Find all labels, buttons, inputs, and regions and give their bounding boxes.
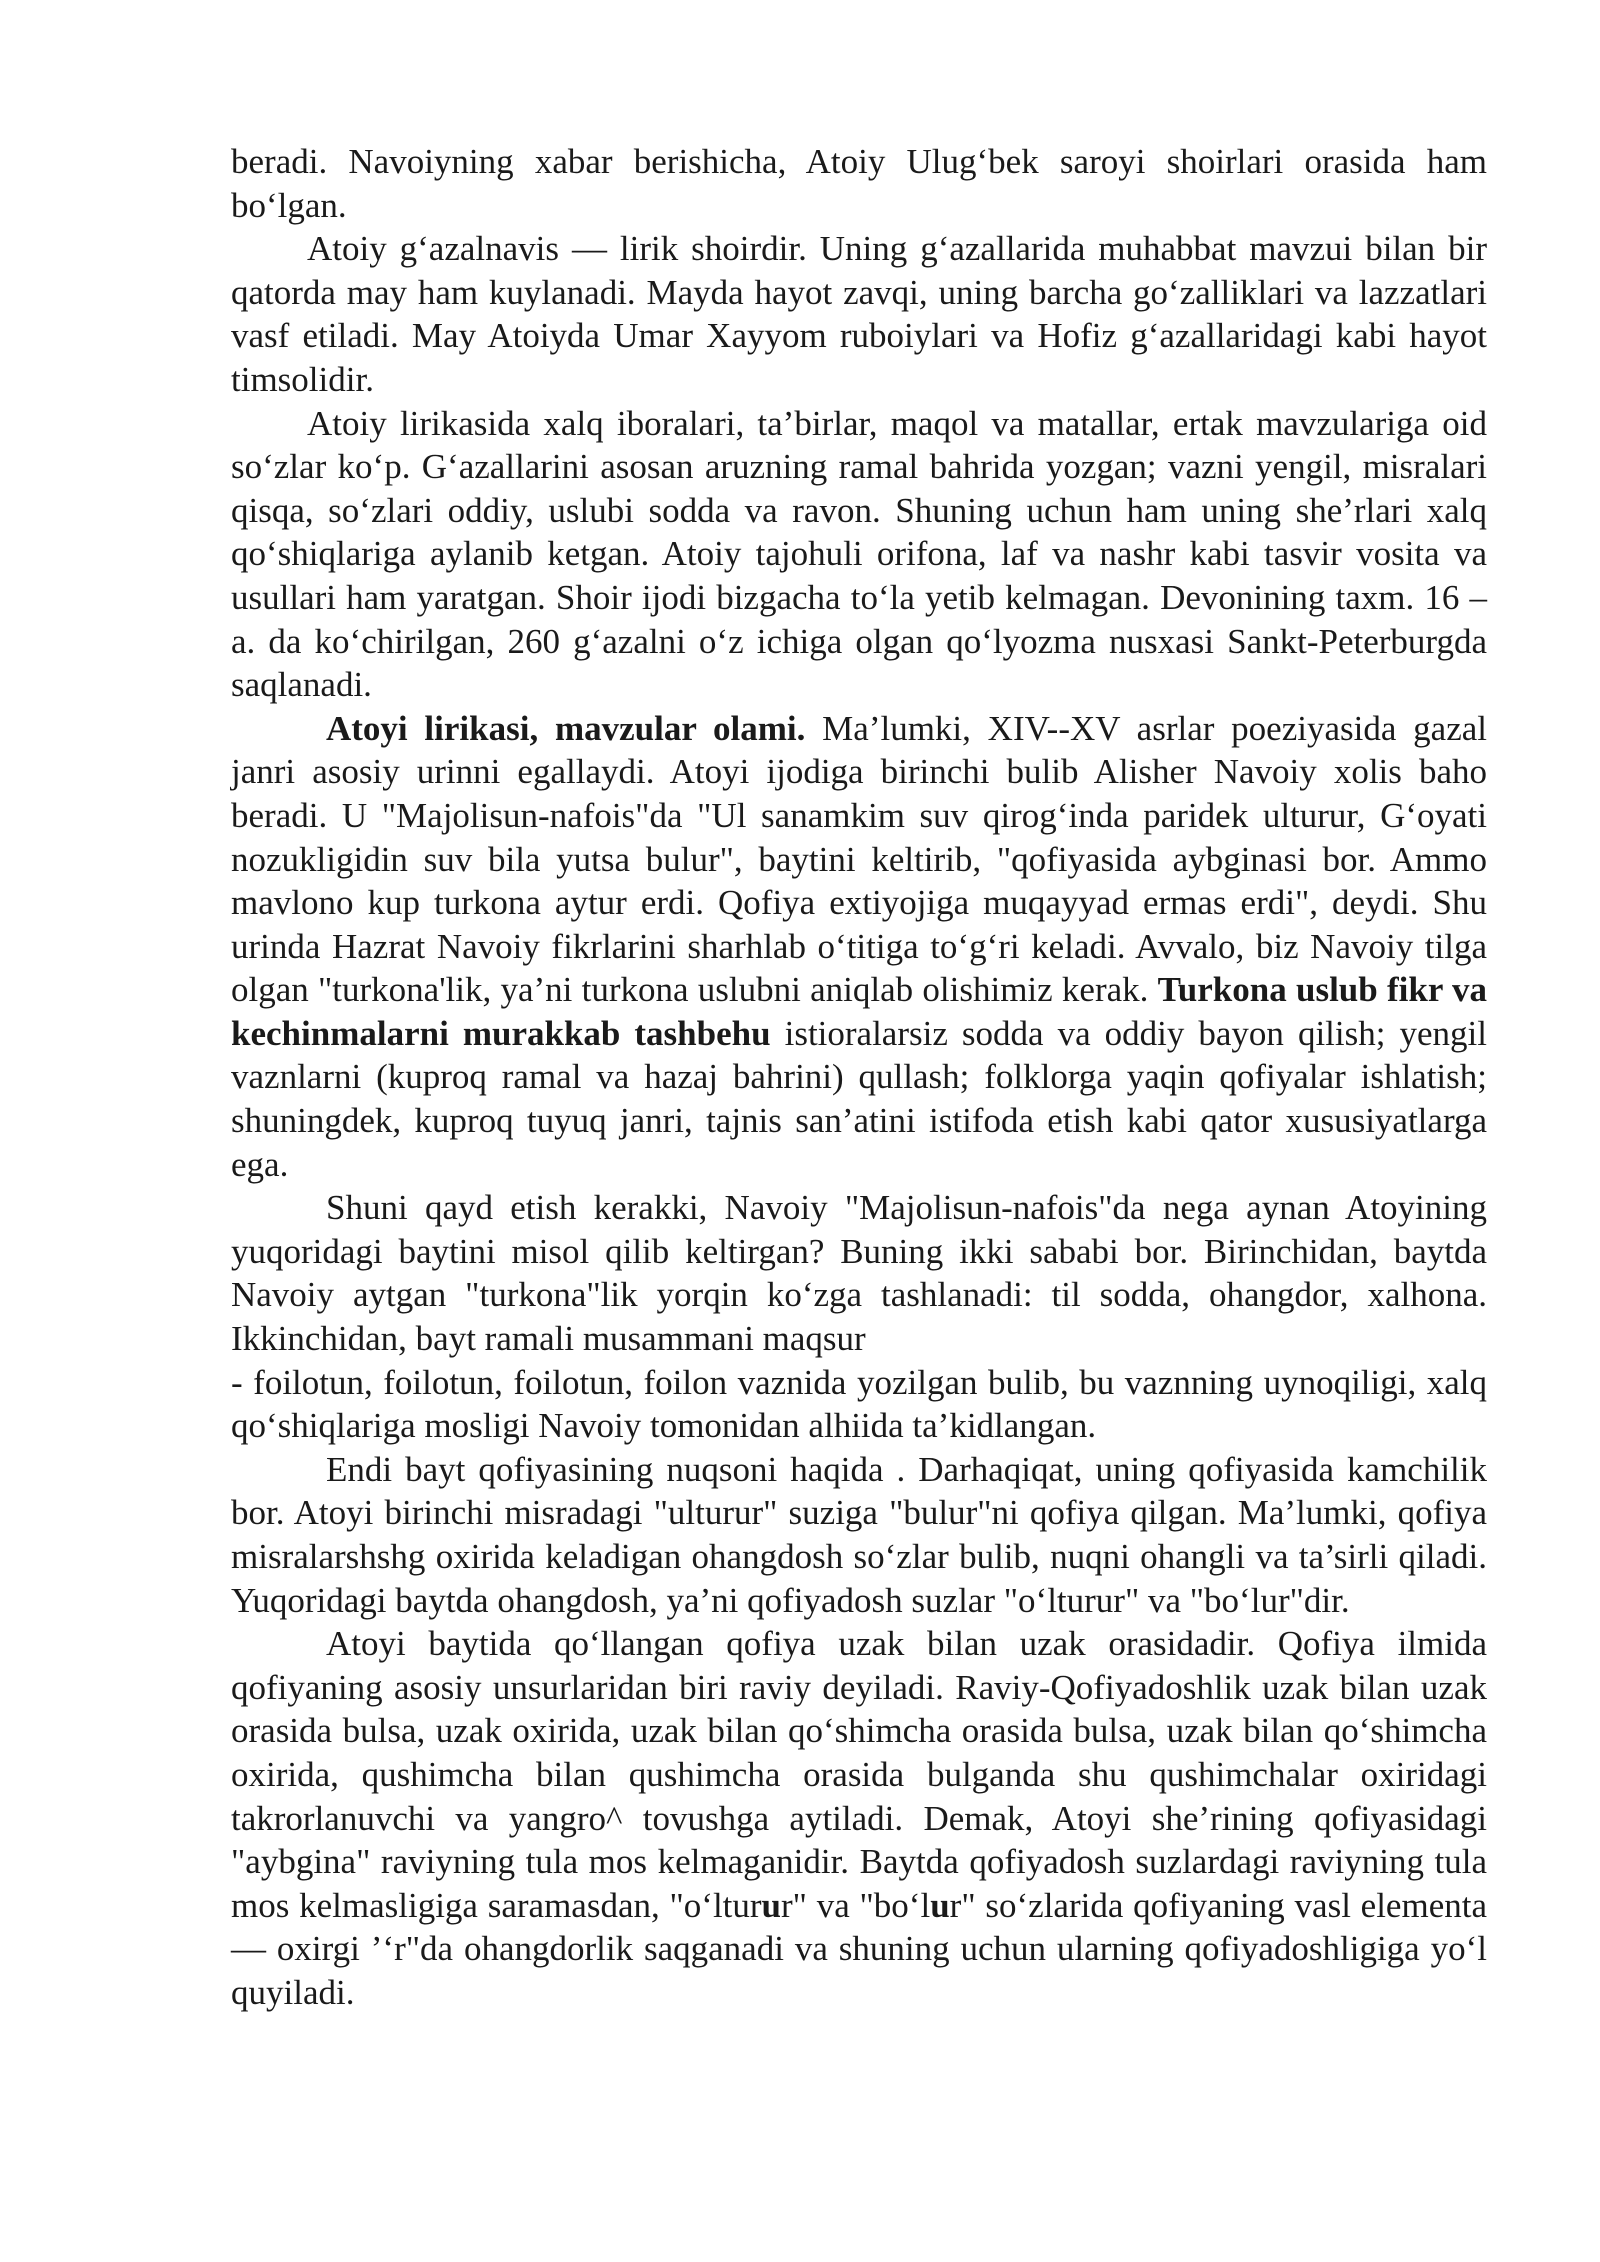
paragraph-2: Atoiy g‘azalnavis — lirik shoirdir. Uning g‘azallarida muhabbat mavzui bilan bir qatorda may ham kuylanadi. Mayda hayot zavqi, uning barcha go‘zalliklari va lazzatlari vasf etiladi. May Atoiyda Umar Xayyom ruboiylari va Hofiz g‘azallaridagi kabi hayot timsolidir.	[231, 229, 1487, 399]
paragraph-8-text-e: r" so‘zlarida qofiyaning vasl elementa — oxirgi ’‘r"da ohangdorlik saqganadi va shuning uchun ularning qofiyadoshligiga yo‘l quyiladi.	[231, 1885, 1487, 2012]
paragraph-7: Endi bayt qofiyasining nuqsoni haqida . Darhaqiqat, uning qofiyasida kamchilik bor. Atoyi birinchi misradagi "ulturur" suziga "bulur"ni qofiya qilgan. Ma’lumki, qofiya misralarshshg oxirida keladigan ohangdosh so‘zlar bulib, nuqni ohangli va ta’sirli qiladi. Yuqoridagi baytda ohangdosh, ya’ni qofiyadosh suzlar "o‘lturur" va "bo‘lur"dir.	[231, 1449, 1487, 1620]
paragraph-4-bold: Turkona uslub fikr va kechinmalarni murakkab tashbehu	[231, 970, 1487, 1053]
paragraph-5: Shuni qayd etish kerakki, Navoiy "Majolisun-nafois"da nega aynan Atoyining yuqoridagi baytini misol qilib keltirgan? Buning ikki sababi bor. Birinchidan, baytda Navoiy aytgan "turkona"lik yorqin ko‘zga tashlanadi: til sodda, ohangdor, xalhona. Ikkinchidan, bayt ramali musammani maqsur	[231, 1188, 1487, 1359]
document-page	[231, 140, 1487, 2015]
section-heading: Atoyi lirikasi, mavzular olami.	[326, 708, 806, 748]
paragraph-4	[231, 707, 1487, 1187]
paragraph-1: beradi. Navoiyning xabar berishicha, Atoiy Ulug‘bek saroyi shoirlari orasida ham bo‘lgan.	[231, 142, 1487, 225]
paragraph-3: Atoiy lirikasida xalq iboralari, ta’birlar, maqol va matallar, ertak mavzulariga oid so‘zlar ko‘p. G‘azallarini asosan aruzning ramal bahrida yozgan; vazni yengil, misralari qisqa, so‘zlari oddiy, uslubi sodda va ravon. Shuning uchun ham uning she’rlari xalq qo‘shiqlariga aylanib ketgan. Atoiy tajohuli orifona, laf va nashr kabi tasvir vosita va usullari ham yaratgan. Shoir ijodi bizgacha to‘la yetib kelmagan. Devonining taxm. 16 – a. da ko‘chirilgan, 260 g‘azalni o‘z ichiga olgan qo‘lyozma nusxasi Sankt-Peterburgda saqlanadi.	[231, 403, 1487, 705]
paragraph-4-text-c: istioralarsiz sodda va oddiy bayon qilish; yengil vaznlarni (kuproq ramal va hazaj bahrini) qullash; folklorga yaqin qofiyalar ishlatish; shuningdek, kuproq tuyuq janri, tajnis san’atini istifoda etish kabi qator xususiyatlarga ega.	[231, 1013, 1487, 1184]
paragraph-8-text-a: Atoyi baytida qo‘llangan qofiya uzak bilan uzak orasidadir. Qofiya ilmida qofiyaning asosiy unsurlaridan biri raviy deyiladi. Raviy-Qofiyadoshlik uzak bilan uzak orasida bulsa, uzak oxirida, uzak bilan qo‘shimcha orasida bulsa, uzak bilan qo‘shimcha oxirida, qushimcha bilan qushimcha orasida bulganda shu qushimchalar oxiridagi takrorlanuvchi va yangro^ tovushga aytiladi. Demak, Atoyi she’rining qofiyasidagi "aybgina" raviyning tula mos kelmaganidir. Baytda qofiyadosh suzlardagi raviyning tula mos kelmasligiga saramasdan, "o‘ltur	[231, 1624, 1487, 1925]
paragraph-6: - foilotun, foilotun, foilotun, foilon vaznida yozilgan bulib, bu vaznning uynoqiligi, xalq qo‘shiqlariga mosligi Navoiy tomonidan alhiida ta’kidlangan.	[231, 1362, 1487, 1446]
paragraph-8-text-c: r" va "bo‘l	[781, 1885, 931, 1925]
paragraph-8	[231, 1622, 1487, 2014]
paragraph-8-bold-u2: u	[930, 1885, 950, 1925]
paragraph-8-bold-u1: u	[761, 1885, 782, 1925]
paragraph-4-text-a: Ma’lumki, XIV--XV asrlar poeziyasida gazal janri asosiy urinni egallaydi. Atoyi ijodiga birinchi bulib Alisher Navoiy xolis baho beradi. U "Majolisun-nafois"da "Ul sanamkim suv qirog‘inda paridek ulturur, G‘oyati nozukligidin suv bila yutsa bulur", baytini keltirib, "qofiyasida aybginasi bor. Ammo mavlono kup turkona aytur erdi. Qofiya extiyojiga muqayyad ermas erdi", deydi. Shu urinda Hazrat Navoiy fikrlarini sharhlab o‘titiga to‘g‘ri keladi. Avvalo, biz Navoiy tilga olgan "turkona'lik, ya’ni turkona uslubni aniqlab olishimiz kerak.	[231, 708, 1487, 1010]
